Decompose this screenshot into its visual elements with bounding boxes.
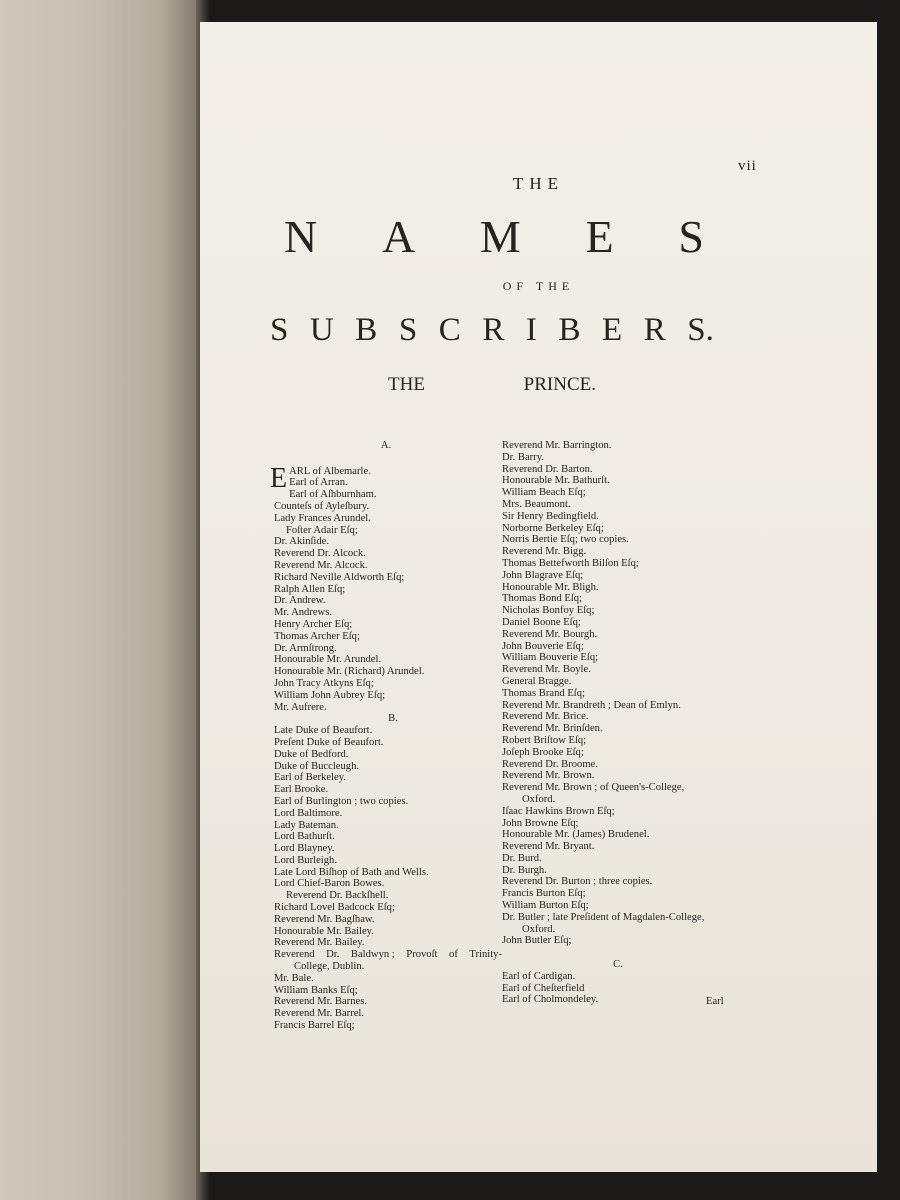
list-item: Robert Briſtow Eſq; (502, 734, 587, 746)
list-item: Reverend Mr. Brinſden. (502, 723, 603, 735)
list-item: Mr. Bale. (274, 972, 314, 984)
list-item: Mr. Aufrere. (274, 701, 327, 713)
list-item: Dr. Butler ; late Preſident of Magdalen-College, (502, 911, 705, 923)
list-item: William Burton Eſq; (502, 900, 589, 912)
list-item: Norborne Berkeley Eſq; (502, 522, 604, 534)
entries-b-right (498, 440, 738, 794)
entries-a (270, 489, 502, 713)
list-item: Oxford. (522, 923, 556, 935)
title-letter: E (602, 312, 623, 348)
list-item: Reverend Mr. Barrington. (502, 440, 612, 451)
title-letter: B (355, 312, 378, 348)
list-item: Norris Bertie Eſq; two copies. (502, 534, 629, 546)
list-item: Iſaac Hawkins Brown Eſq; (502, 805, 615, 817)
list-item: Late Duke of Beaufort. (274, 725, 373, 737)
list-item: John Bouverie Eſq; (502, 640, 584, 652)
list-item: William John Aubrey Eſq; (274, 689, 386, 701)
section-heading-b: B. (388, 713, 398, 725)
list-item: Reverend Mr. Barnes. (274, 996, 367, 1008)
list-item: John Blagrave Eſq; (502, 569, 584, 581)
entry-word: Trinity- (469, 949, 502, 961)
list-item: Francis Burton Eſq; (502, 888, 586, 900)
list-item: Earl of Arran. (289, 477, 348, 489)
list-item: Duke of Bedford. (274, 748, 349, 760)
subscriber-column-left (270, 440, 502, 1032)
heading-the-prince (388, 374, 596, 396)
list-item: Reverend Dr. Broome. (502, 758, 598, 770)
page-number: vii (738, 158, 757, 174)
list-item: Reverend Mr. Brown ; of Queen's-College, (502, 782, 685, 794)
list-item: Counteſs of Ayleſbury. (274, 500, 370, 512)
list-item: Joſeph Brooke Eſq; (502, 746, 584, 758)
title-letter: I (525, 312, 537, 348)
facing-page-left (0, 0, 200, 1200)
title-letter: N (284, 211, 318, 262)
title-of-the: OF THE (502, 279, 575, 293)
list-item: Duke of Buccleugh. (274, 760, 360, 772)
list-item: Reverend Mr. Bagſhaw. (274, 913, 375, 925)
list-item: Reverend Mr. Bryant. (502, 841, 595, 853)
title-letter: S. (687, 312, 714, 348)
list-item: General Bragge. (502, 675, 572, 687)
list-item: William Banks Eſq; (274, 984, 358, 996)
title-letter: M (479, 211, 521, 262)
list-item: Reverend Mr. Brandreth ; Dean of Emlyn. (502, 699, 681, 711)
list-item: Dr. Burgh. (502, 864, 547, 876)
list-item: William Bouverie Eſq; (502, 652, 599, 664)
list-item: Reverend Mr. Bigg. (502, 546, 587, 558)
heading-word: THE (388, 374, 425, 395)
list-item: Oxford. (522, 793, 556, 805)
list-item: Daniel Boone Eſq; (502, 616, 581, 628)
list-item: John Tracy Atkyns Eſq; (274, 677, 374, 689)
section-heading-a: A. (380, 440, 392, 451)
title-names (284, 210, 704, 263)
list-item: Francis Barrel Eſq; (274, 1020, 355, 1032)
list-item: Honourable Mr. Bathurſt. (502, 475, 610, 487)
entry-word: Baldwyn ; (350, 949, 395, 961)
list-item: Preſent Duke of Beaufort. (274, 736, 384, 748)
list-item: Earl of Cholmondeley. (502, 994, 599, 1006)
entries-c (498, 971, 738, 1006)
list-item: Reverend Dr. Backſhell. (286, 890, 389, 902)
list-item: Reverend Dr. Barton. (502, 463, 593, 475)
list-item: Lady Bateman. (274, 819, 339, 831)
list-item: Lord Chief-Baron Bowes. (274, 878, 385, 890)
list-item: Reverend Mr. Bailey. (274, 937, 365, 949)
subscriber-column-right (498, 440, 738, 1006)
list-item: Henry Archer Eſq; (274, 618, 353, 630)
list-item: Ralph Allen Eſq; (274, 583, 346, 595)
list-item: Dr. Akinſide. (274, 536, 330, 548)
title-letter: B (558, 312, 581, 348)
list-item: Honourable Mr. (James) Brudenel. (502, 829, 650, 841)
entries-b (270, 725, 502, 949)
list-item: Honourable Mr. Bailey. (274, 925, 374, 937)
list-item: Reverend Dr. Alcock. (274, 548, 366, 560)
list-item: Reverend Mr. Alcock. (274, 559, 368, 571)
drop-capital: E (270, 462, 288, 494)
list-item: Reverend Mr. Barrel. (274, 1008, 365, 1020)
entry-word: Dr. (326, 949, 340, 961)
list-item: Lord Baltimore. (274, 807, 343, 819)
title-subscribers (270, 312, 714, 349)
list-item: Lord Burleigh. (274, 854, 337, 866)
list-item: Richard Neville Aldworth Eſq; (274, 571, 405, 583)
title-letter: E (585, 211, 614, 262)
list-item: Richard Lovel Badcock Eſq; (274, 902, 395, 914)
list-item: Lady Frances Arundel. (274, 512, 371, 524)
list-item: Lord Blayney. (274, 843, 335, 855)
list-item: Honourable Mr. Bligh. (502, 581, 599, 593)
list-item: Late Lord Biſhop of Bath and Wells. (274, 866, 429, 878)
list-item: Reverend Dr. Burton ; three copies. (502, 876, 653, 888)
list-item: Lord Bathurſt. (274, 831, 335, 843)
list-item: Mrs. Beaumont. (502, 498, 571, 510)
list-item: Earl of Berkeley. (274, 772, 346, 784)
list-item: John Browne Eſq; (502, 817, 579, 829)
title-the: THE (512, 174, 565, 193)
list-item: Thomas Brand Eſq; (502, 687, 585, 699)
entry-word: Reverend (274, 949, 315, 961)
list-item: College, Dublin. (294, 961, 365, 973)
list-item: Foſter Adair Eſq; (286, 524, 358, 536)
list-item: Dr. Burd. (502, 852, 542, 864)
list-item: Earl Brooke. (274, 784, 329, 796)
title-letter: C (438, 312, 461, 348)
list-item: Dr. Andrew. (274, 595, 326, 607)
book-page (200, 22, 877, 1172)
list-item: Reverend Mr. Boyle. (502, 664, 591, 676)
title-letter: R (643, 312, 666, 348)
list-item: John Butler Eſq; (502, 935, 572, 947)
entry-word: of (449, 949, 458, 961)
list-item: Honourable Mr. (Richard) Arundel. (274, 666, 425, 678)
entry-word: Provoſt (406, 949, 438, 961)
list-item: Nicholas Bonfoy Eſq; (502, 605, 595, 617)
list-item: Thomas Bettefworth Bilſon Eſq; (502, 557, 639, 569)
list-item: William Beach Eſq; (502, 487, 586, 499)
title-letter: R (482, 312, 505, 348)
list-item: Earl of Cheſterfield (502, 982, 585, 994)
list-item: Honourable Mr. Arundel. (274, 654, 382, 666)
entries-b-continued (270, 973, 502, 1032)
catchword: Earl (706, 996, 724, 1007)
list-item: Earl of Aſhburnham. (289, 489, 377, 501)
list-item: Reverend Mr. Brice. (502, 711, 589, 723)
first-entry (270, 462, 502, 494)
list-item: Dr. Barry. (502, 451, 544, 463)
title-letter: A (381, 211, 416, 262)
list-item: Thomas Bond Eſq; (502, 593, 583, 605)
list-item: Sir Henry Bedingfield. (502, 510, 599, 522)
list-item: Earl of Cardigan. (502, 970, 576, 982)
list-item: Mr. Andrews. (274, 607, 332, 619)
list-item (270, 949, 502, 961)
list-item: Dr. Armſtrong. (274, 642, 337, 654)
list-item: Earl of Burlington ; two copies. (274, 795, 409, 807)
entries-b-right-2 (498, 806, 738, 924)
section-heading-c: C. (613, 959, 623, 971)
title-letter: U (309, 312, 334, 348)
entries-b-right-3 (498, 935, 738, 947)
list-item: Reverend Mr. Brown. (502, 770, 595, 782)
title-letter: S (270, 312, 289, 348)
title-letter: S (398, 312, 418, 348)
list-item: Reverend Mr. Bourgh. (502, 628, 598, 640)
heading-word: PRINCE. (523, 374, 596, 395)
list-item: ARL of Albemarle. (289, 465, 371, 477)
title-letter: S (678, 211, 704, 262)
list-item: Thomas Archer Eſq; (274, 630, 360, 642)
